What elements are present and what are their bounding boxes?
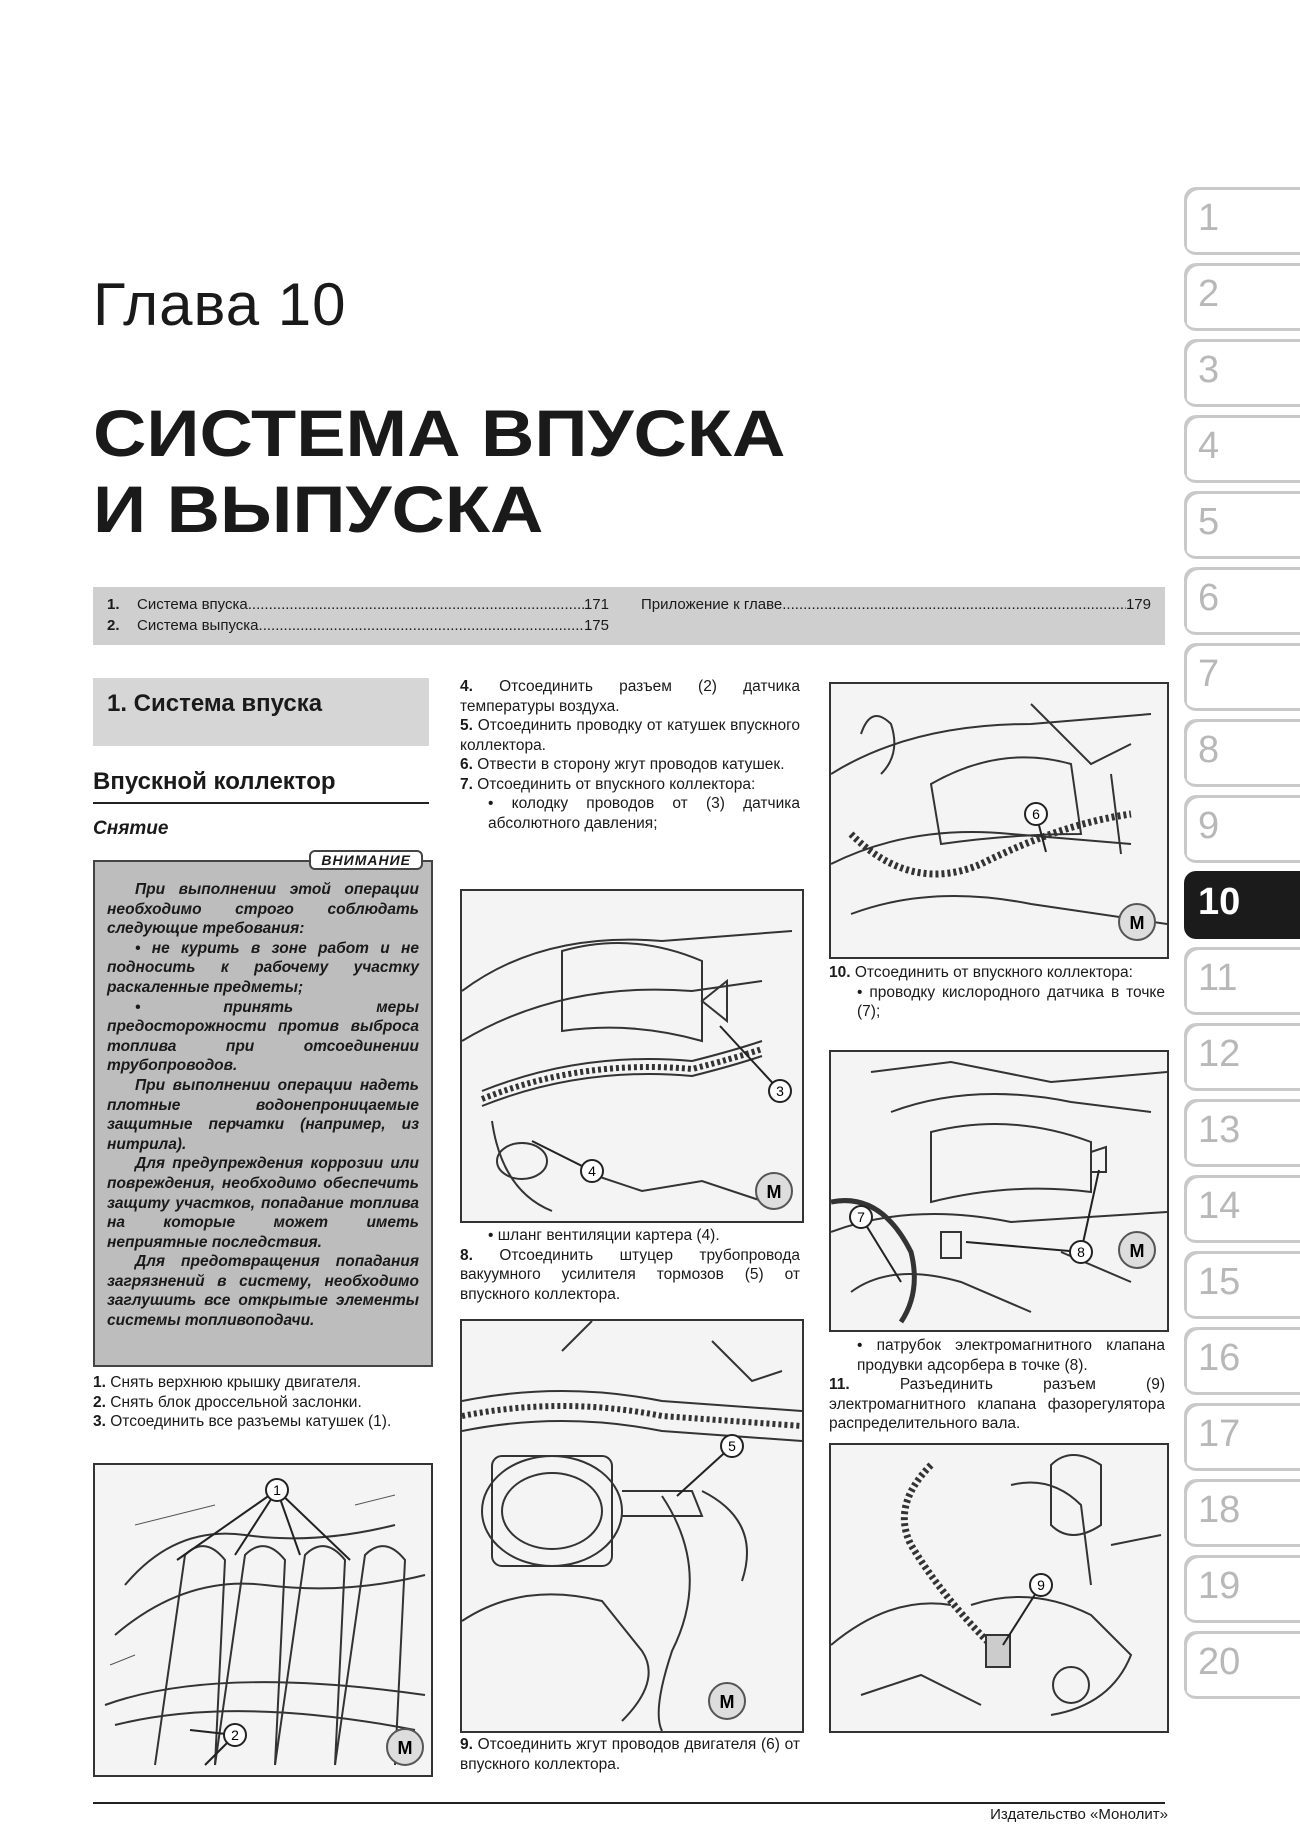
callout-2: 2 <box>231 1727 239 1743</box>
step-bullet: • колодку проводов от (3) датчика абсолютного давления; <box>488 795 800 832</box>
chapter-tab-4[interactable]: 4 <box>1184 415 1300 483</box>
figure-oxygen-sensor-wiring <box>829 1050 1169 1332</box>
callout-5: 5 <box>728 1438 736 1454</box>
chapter-tab-12[interactable]: 12 <box>1184 1023 1300 1091</box>
chapter-tab-10-active[interactable]: 10 <box>1184 871 1300 939</box>
chapter-toc <box>93 587 1165 645</box>
section-heading-box <box>93 678 429 746</box>
chapter-tab-15[interactable]: 15 <box>1184 1251 1300 1319</box>
step-bullet: • шланг вентиляции картера (4). <box>488 1227 720 1244</box>
subsection-heading: Впускной коллектор <box>93 768 429 804</box>
step-item: 4. Отсоединить разъем (2) датчика температуры воздуха. <box>460 678 800 715</box>
steps-1-3 <box>93 1373 429 1432</box>
warning-paragraph: Для предупреждения коррозии или повреждения, необходимо обеспечить защиту участков, попадание топлива на которые может иметь неприятные последствия. <box>107 1155 419 1251</box>
step-item: 6. Отвести в сторону жгут проводов катушек. <box>460 756 785 773</box>
svg-text:M: M <box>1129 1241 1145 1261</box>
toc-entry-appendix[interactable]: Приложение к главе ..... 179 <box>641 596 1151 613</box>
step-bullet: • патрубок электромагнитного клапана продувки адсорбера в точке (8). <box>857 1337 1165 1374</box>
chapter-tab-8[interactable]: 8 <box>1184 719 1300 787</box>
callout-7: 7 <box>857 1209 865 1225</box>
publisher-footer: Издательство «Монолит» <box>990 1806 1168 1823</box>
chapter-tab-1[interactable]: 1 <box>1184 187 1300 255</box>
step-10 <box>829 963 1165 1022</box>
chapter-tab-13[interactable]: 13 <box>1184 1099 1300 1167</box>
chapter-title-line2: И ВЫПУСКА <box>93 472 544 546</box>
svg-text:M: M <box>766 1182 782 1202</box>
callout-9: 9 <box>1037 1577 1045 1593</box>
step-item: 11. Разъединить разъем (9) электромагнитного клапана фазорегулятора распределительного вала. <box>829 1376 1165 1432</box>
chapter-tab-5[interactable]: 5 <box>1184 491 1300 559</box>
procedure-heading: Снятие <box>93 818 169 839</box>
callout-1: 1 <box>273 1482 281 1498</box>
step-9 <box>460 1735 800 1774</box>
step-bullet: • проводку кислородного датчика в точке (7); <box>857 983 1165 1020</box>
warning-bullet: • не курить в зоне работ и не подносить к рабочему участку раскаленные предметы; <box>107 939 419 996</box>
chapter-tab-20[interactable]: 20 <box>1184 1631 1300 1699</box>
chapter-tab-16[interactable]: 16 <box>1184 1327 1300 1395</box>
chapter-tab-17[interactable]: 17 <box>1184 1403 1300 1471</box>
section-heading: 1. Система впуска <box>107 690 323 717</box>
chapter-tab-7[interactable]: 7 <box>1184 643 1300 711</box>
step-item: 7. Отсоединить от впускного коллектора: <box>460 775 756 793</box>
chapter-tab-6[interactable]: 6 <box>1184 567 1300 635</box>
chapter-title <box>93 395 785 547</box>
chapter-tab-14[interactable]: 14 <box>1184 1175 1300 1243</box>
chapter-label: Глава 10 <box>93 271 347 338</box>
warning-paragraph: Для предотвращения попадания загрязнений в систему, необходимо заглушить все открытые элементы системы топливоподачи. <box>107 1253 419 1330</box>
warning-body <box>107 880 419 1331</box>
warning-box <box>93 852 433 1367</box>
figure-coil-connectors <box>93 1463 433 1777</box>
chapter-tab-18[interactable]: 18 <box>1184 1479 1300 1547</box>
step-item: 3. Отсоединить все разъемы катушек (1). <box>93 1413 392 1430</box>
step-item: 1. Снять верхнюю крышку двигателя. <box>93 1374 362 1391</box>
chapter-tab-3[interactable]: 3 <box>1184 339 1300 407</box>
figure-brake-booster-fitting <box>460 1319 804 1733</box>
steps-bullet-11 <box>829 1336 1165 1434</box>
callout-4: 4 <box>588 1163 596 1179</box>
chapter-tab-2[interactable]: 2 <box>1184 263 1300 331</box>
warning-paragraph: При выполнении этой операции необходимо строго соблюдать следующие требования: <box>107 881 419 938</box>
step-item: 8. Отсоединить штуцер трубопровода вакуумного усилителя тормозов (5) от впускного коллектора. <box>460 1246 800 1303</box>
chapter-title-line1: СИСТЕМА ВПУСКА <box>93 396 786 470</box>
svg-text:M: M <box>719 1692 735 1712</box>
step-item: 9. Отсоединить жгут проводов двигателя (6) от впускного коллектора. <box>460 1736 800 1773</box>
chapter-tab-11[interactable]: 11 <box>1184 947 1300 1015</box>
figure-wiring-harness <box>829 682 1169 959</box>
step-item: 2. Снять блок дроссельной заслонки. <box>93 1393 362 1411</box>
step-item: 5. Отсоединить проводку от катушек впускного коллектора. <box>460 717 800 754</box>
figure-pressure-sensor <box>460 889 804 1223</box>
warning-title: ВНИМАНИЕ <box>309 850 423 870</box>
footer-rule <box>93 1802 1165 1804</box>
steps-4-7 <box>460 677 800 833</box>
toc-entry-2[interactable]: 2. Система выпуска ..... 175 <box>107 617 609 634</box>
chapter-tab-19[interactable]: 19 <box>1184 1555 1300 1623</box>
steps-bullet-8 <box>460 1226 800 1304</box>
warning-bullet: • принять меры предосторожности против выброса топлива при отсоединении трубопроводов. <box>107 998 419 1075</box>
toc-entry-1[interactable]: 1. Система впуска ..... 171 <box>107 596 609 613</box>
figure-phase-regulator-connector <box>829 1443 1169 1733</box>
svg-text:M: M <box>397 1738 413 1758</box>
chapter-tab-9[interactable]: 9 <box>1184 795 1300 863</box>
callout-6: 6 <box>1032 806 1040 822</box>
warning-paragraph: При выполнении операции надеть плотные водонепроницаемые защитные перчатки (например, из нитрила). <box>107 1076 419 1153</box>
callout-8: 8 <box>1077 1244 1085 1260</box>
callout-3: 3 <box>776 1083 784 1099</box>
step-item: 10. Отсоединить от впускного коллектора: <box>829 964 1133 981</box>
svg-text:M: M <box>1129 913 1145 933</box>
